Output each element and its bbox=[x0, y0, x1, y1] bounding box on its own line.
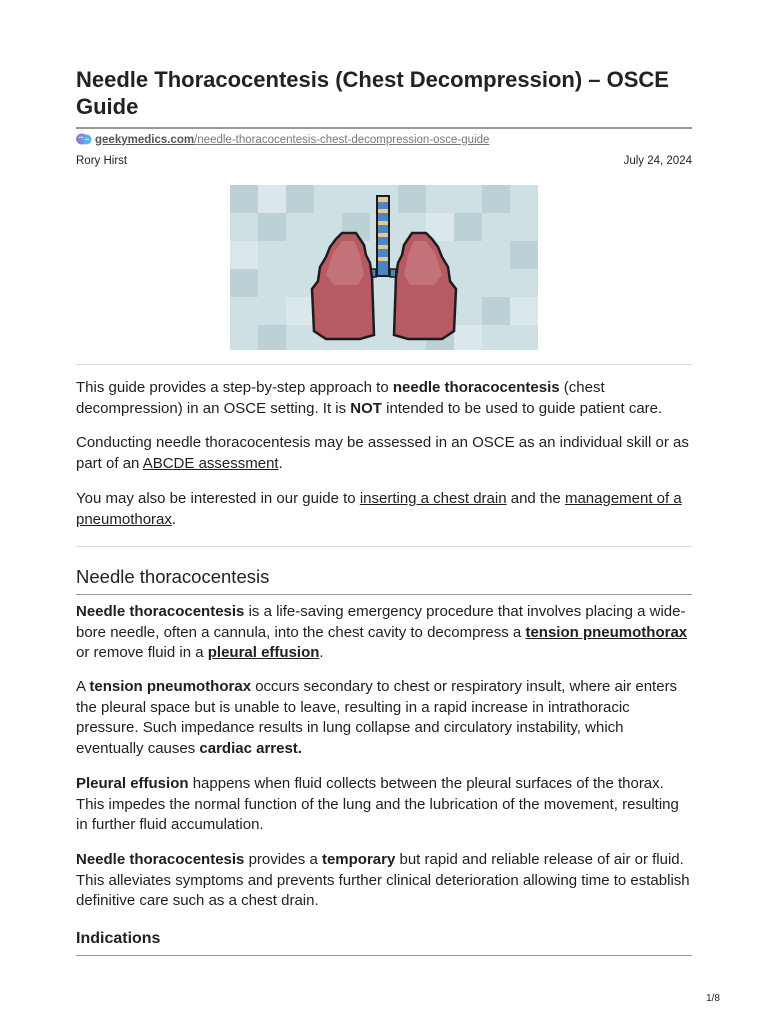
tension-pneumothorax-link[interactable]: tension pneumothorax bbox=[525, 623, 688, 641]
page-number: 1/8 bbox=[706, 993, 720, 1004]
divider bbox=[76, 364, 692, 365]
lungs-illustration bbox=[230, 185, 538, 350]
section-paragraph-3: Pleural effusion happens when fluid collects between the pleural surfaces of the thorax. This impedes the normal function of the lung and the lubrication of the movement, resulting in further fluid accumulation. bbox=[76, 775, 679, 833]
pleural-effusion-link[interactable]: pleural effusion bbox=[207, 644, 320, 661]
source-domain[interactable]: geekymedics.com bbox=[95, 133, 195, 146]
intro-paragraph-3: You may also be interested in our guide to inserting a chest drain and the management of a pneumothorax. bbox=[76, 490, 682, 528]
title-divider bbox=[76, 127, 692, 129]
source-path[interactable]: /needle-thoracocentesis-chest-decompression-osce-guide bbox=[194, 133, 490, 146]
page-title: Needle Thoracocentesis (Chest Decompression) – OSCE Guide bbox=[76, 67, 669, 119]
intro-paragraph-2: Conducting needle thoracocentesis may be assessed in an OSCE as an individual skill or as part of an ABCDE assessment. bbox=[76, 434, 689, 472]
author: Rory Hirst bbox=[76, 155, 128, 167]
section-heading: Needle thoracocentesis bbox=[76, 566, 270, 587]
subsection-divider bbox=[76, 955, 692, 956]
section-paragraph-4: Needle thoracocentesis provides a temporary but rapid and reliable release of air or fluid. This alleviates symptoms and prevents further clinical deterioration allowing time to establish definitive care such as a chest drain. bbox=[76, 851, 690, 909]
brain-icon bbox=[76, 133, 92, 146]
divider bbox=[76, 546, 692, 547]
subsection-heading: Indications bbox=[76, 930, 161, 947]
source-link[interactable] bbox=[76, 133, 489, 146]
section-paragraph-1: Needle thoracocentesis is a life-saving emergency procedure that involves placing a wide-bore needle, often a cannula, into the chest cavity to decompress a tension pneumothorax or remove fluid in a pleural effusion. bbox=[76, 603, 688, 661]
section-divider bbox=[76, 594, 692, 595]
chest-drain-link[interactable]: inserting a chest drain bbox=[359, 490, 507, 507]
section-paragraph-2: A tension pneumothorax occurs secondary to chest or respiratory insult, where air enters the pleural space but is unable to leave, resulting in a rapid increase in intrathoracic pressure. Such impedance results in lung collapse and circulatory instability, which eventually causes cardiac arrest. bbox=[76, 678, 678, 757]
publish-date: July 24, 2024 bbox=[623, 155, 692, 167]
article-meta bbox=[76, 155, 692, 167]
abcde-assessment-link[interactable]: ABCDE assessment bbox=[142, 454, 279, 472]
intro-paragraph-1: This guide provides a step-by-step approach to needle thoracocentesis (chest decompression) in an OSCE setting. It is NOT intended to be used to guide patient care. bbox=[76, 379, 663, 417]
pneumothorax-management-link[interactable]: management of a pneumothorax bbox=[76, 490, 682, 528]
